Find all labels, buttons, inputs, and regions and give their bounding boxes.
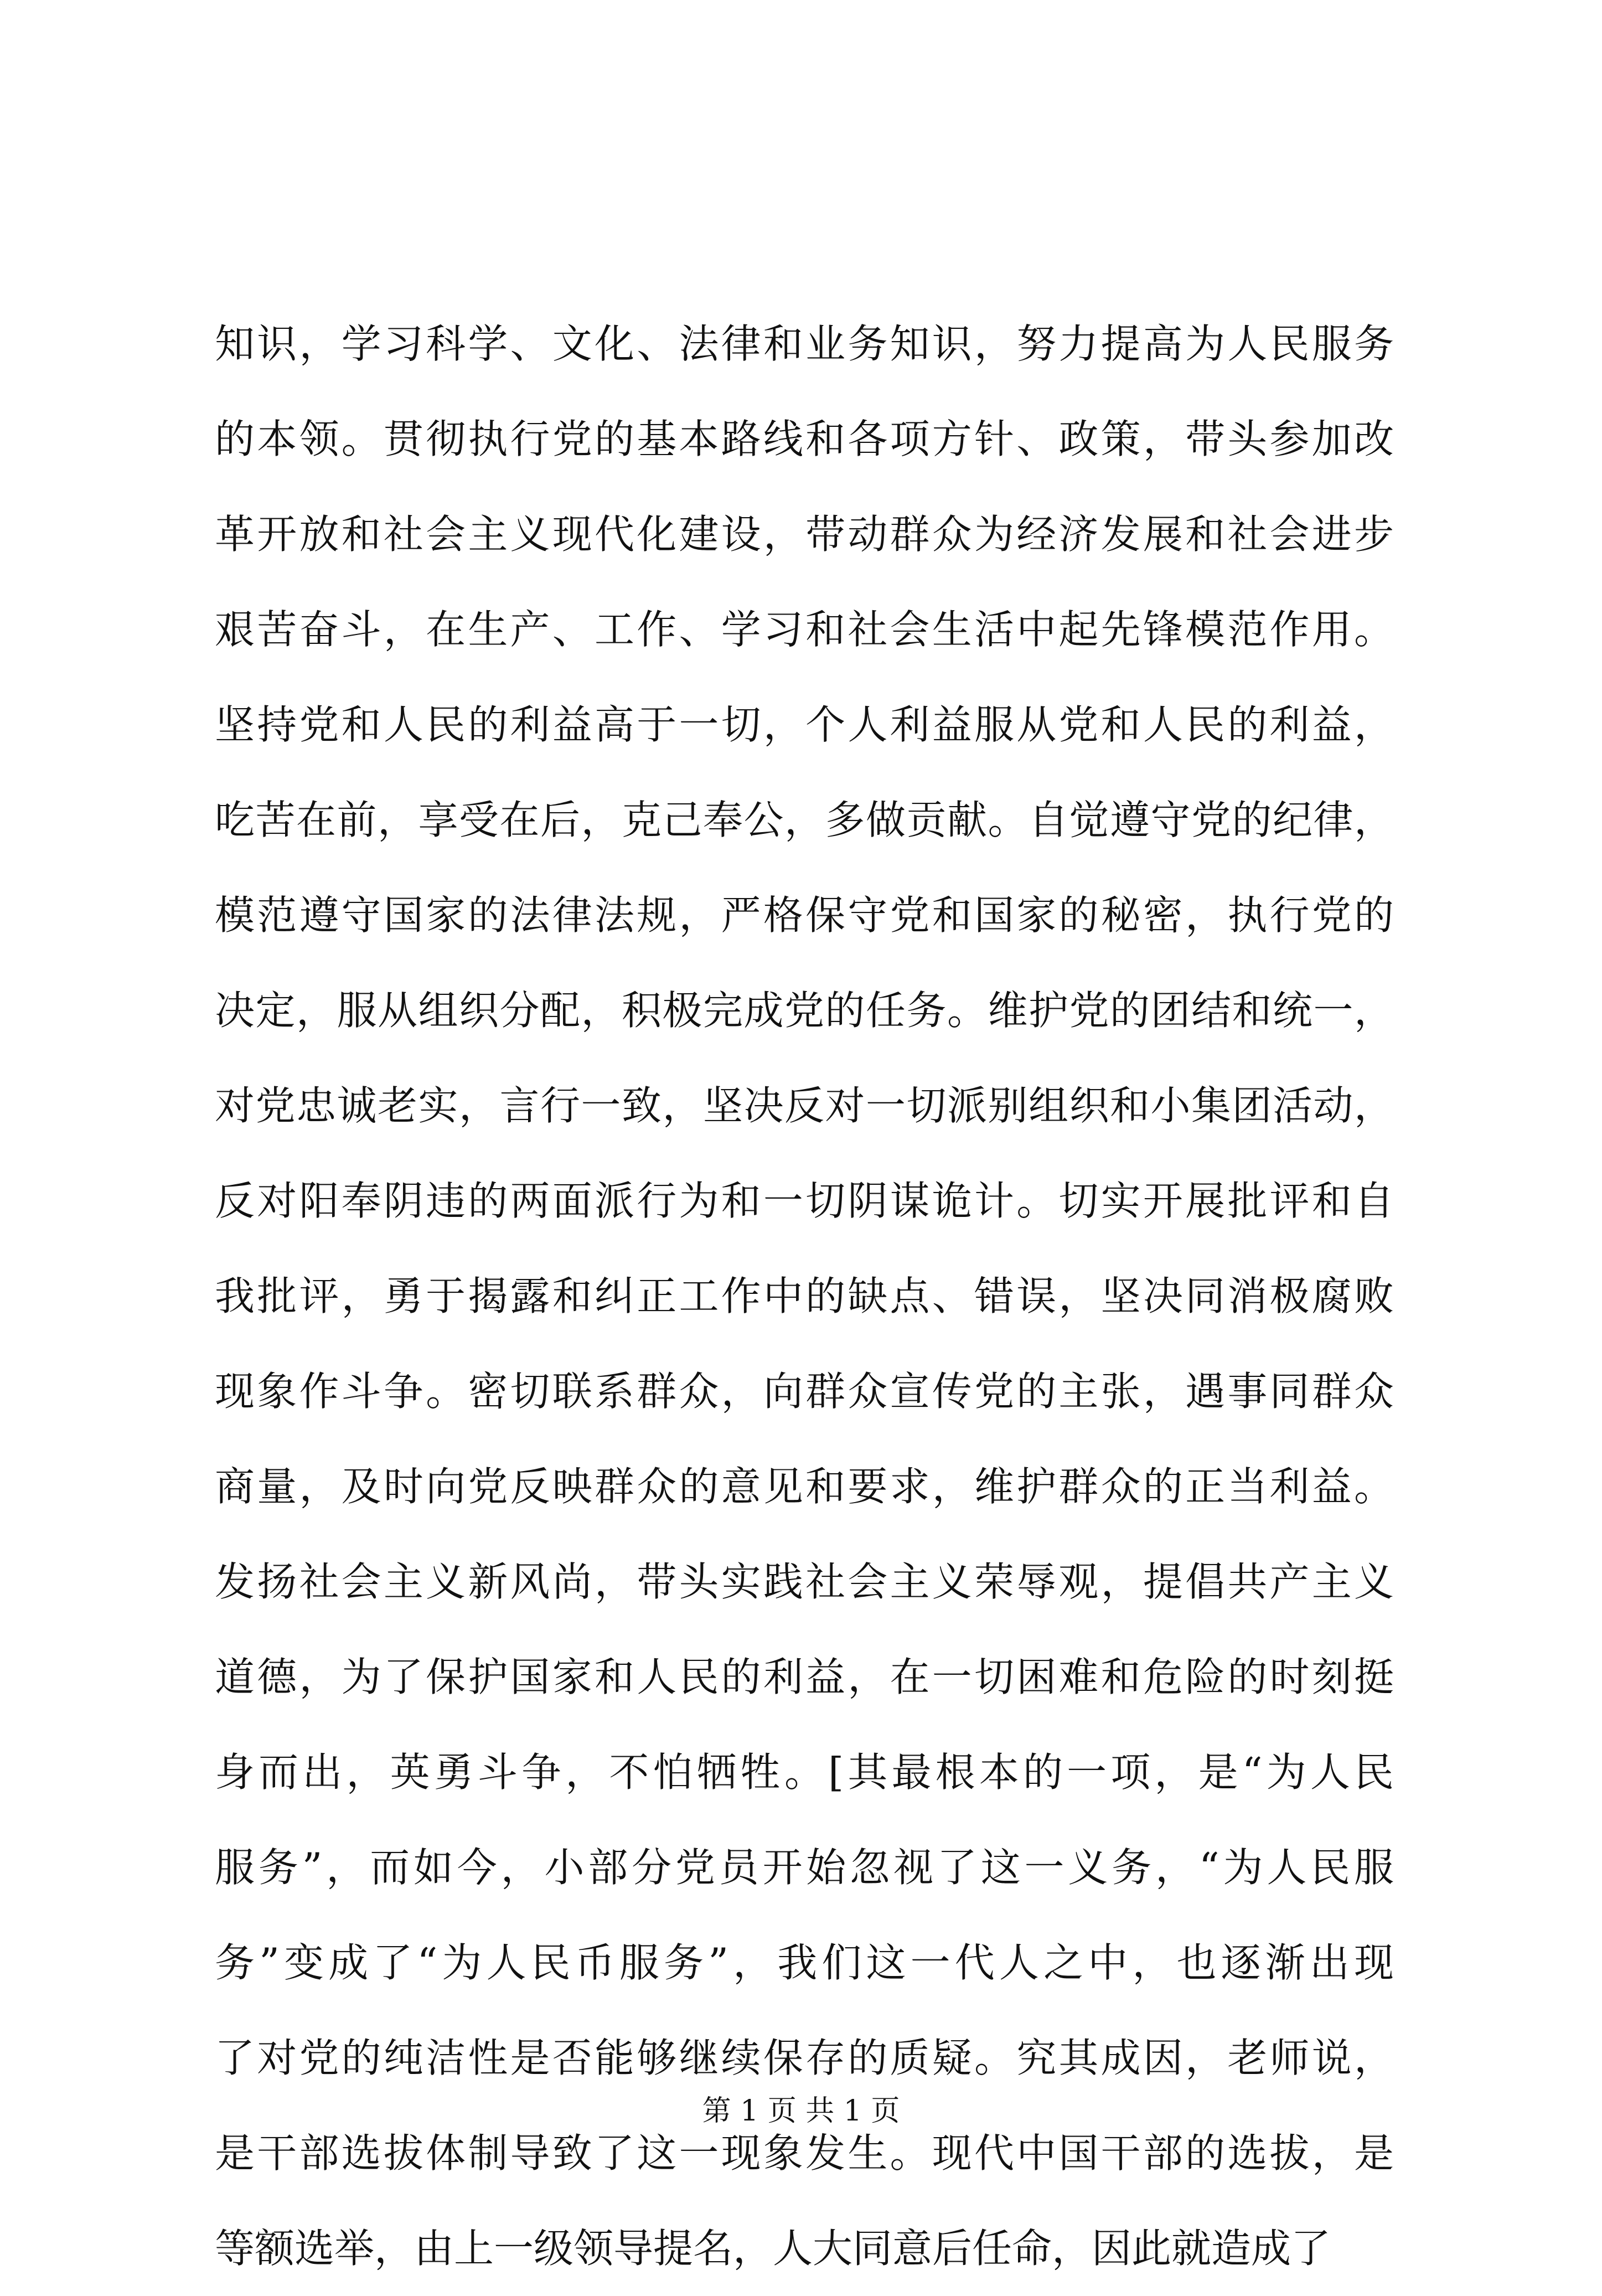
text-line: 的本领。贯彻执行党的基本路线和各项方针、政策，带头参加改 — [215, 416, 1394, 462]
text-line: 吃苦在前，享受在后，克己奉公，多做贡献。自觉遵守党的纪律， — [215, 797, 1394, 843]
text-line: 服务”，而如今，小部分党员开始忽视了这一义务，“为人民服 — [215, 1844, 1394, 1891]
text-line: 革开放和社会主义现代化建设，带动群众为经济发展和社会进步 — [215, 511, 1394, 558]
text-line: 是干部选拔体制导致了这一现象发生。现代中国干部的选拔，是 — [215, 2130, 1394, 2176]
body-text — [215, 296, 1394, 2296]
text-line: 对党忠诚老实，言行一致，坚决反对一切派别组织和小集团活动， — [215, 1082, 1394, 1129]
text-line: 坚持党和人民的利益高于一切，个人利益服从党和人民的利益， — [215, 701, 1394, 748]
text-line: 道德，为了保护国家和人民的利益，在一切困难和危险的时刻挺 — [215, 1654, 1394, 1700]
text-line: 现象作斗争。密切联系群众，向群众宣传党的主张，遇事同群众 — [215, 1368, 1394, 1415]
text-line: 务”变成了“为人民币服务”，我们这一代人之中，也逐渐出现 — [215, 1939, 1394, 1986]
page-footer: 第 1 页 共 1 页 — [702, 2094, 900, 2128]
text-line: 等额选举，由上一级领导提名，人大同意后任命，因此就造成了 — [215, 2225, 1331, 2272]
text-line: 我批评，勇于揭露和纠正工作中的缺点、错误，坚决同消极腐败 — [215, 1273, 1394, 1319]
text-line: 反对阳奉阴违的两面派行为和一切阴谋诡计。切实开展批评和自 — [215, 1178, 1394, 1224]
text-line: 发扬社会主义新风尚，带头实践社会主义荣辱观，提倡共产主义 — [215, 1559, 1394, 1605]
text-line: 身而出，英勇斗争，不怕牺牲。[其最根本的一项，是“为人民 — [215, 1749, 1394, 1795]
text-line: 知识，学习科学、文化、法律和业务知识，努力提高为人民服务 — [215, 321, 1394, 367]
text-line: 艰苦奋斗，在生产、工作、学习和社会生活中起先锋模范作用。 — [215, 606, 1394, 653]
text-line: 商量，及时向党反映群众的意见和要求，维护群众的正当利益。 — [215, 1463, 1394, 1510]
text-line: 决定，服从组织分配，积极完成党的任务。维护党的团结和统一， — [215, 987, 1394, 1034]
text-line: 了对党的纯洁性是否能够继续保存的质疑。究其成因，老师说， — [215, 2035, 1394, 2081]
text-line: 模范遵守国家的法律法规，严格保守党和国家的秘密，执行党的 — [215, 892, 1394, 938]
